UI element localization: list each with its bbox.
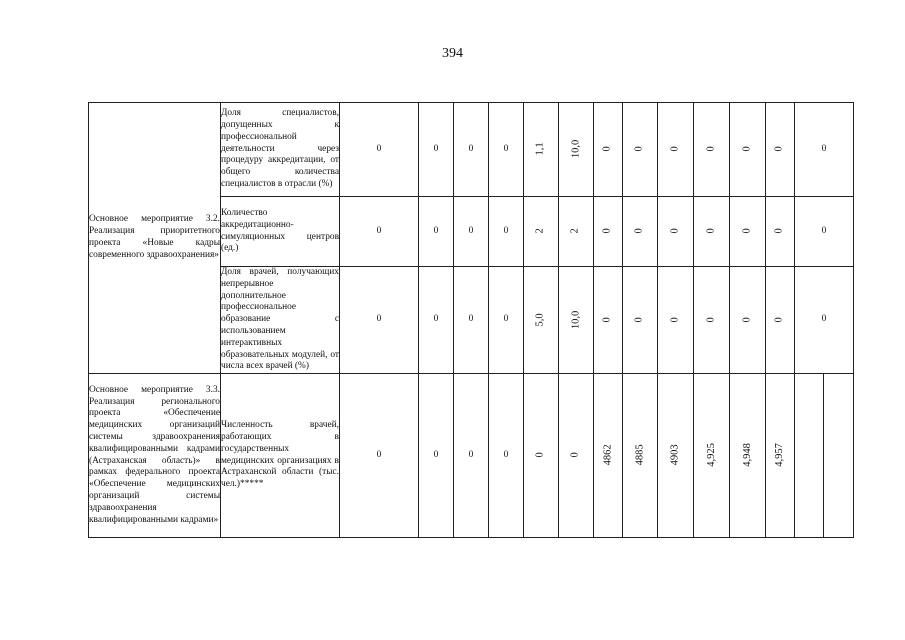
value-cell [795,374,824,538]
value-cell [795,197,854,267]
value-cell [594,197,623,267]
value-text: 0 [433,314,439,325]
value-text: 0 [503,449,509,460]
value-cell [340,103,419,197]
value-text: 0 [774,316,786,323]
value-text: 10,0 [570,139,582,159]
value-text: 0 [741,316,753,323]
value-cell [658,267,694,374]
value-cell [489,267,524,374]
value-text: 0 [705,228,717,234]
value-text: 4862 [602,444,614,466]
table-row [89,103,854,197]
value-cell [454,197,489,267]
value-text: 0 [774,228,786,234]
value-text: 1,1 [535,142,547,156]
value-cell [730,103,766,197]
value-text: 5,0 [535,313,547,327]
table-body [89,103,854,538]
value-text: 0 [433,225,439,236]
value-text: 4,957 [774,443,786,467]
value-cell [340,197,419,267]
value-text: 0 [741,228,753,234]
value-cell [658,103,694,197]
value-cell [730,267,766,374]
value-cell [559,103,594,197]
value-text: 0 [669,228,681,234]
value-text: 4,925 [705,443,717,467]
value-cell [766,267,795,374]
value-text: 0 [741,146,753,152]
value-cell [694,197,730,267]
value-cell [594,374,623,538]
value-text: 0 [503,225,509,236]
value-text: 0 [634,316,646,323]
value-cell [694,374,730,538]
value-text: 2 [570,228,582,234]
value-text: 0 [774,146,786,152]
value-cell [694,103,730,197]
value-text: 0 [376,314,382,325]
value-cell [766,374,795,538]
value-text: 0 [570,452,582,458]
value-cell [730,374,766,538]
value-text: 0 [376,225,382,236]
value-cell [524,267,559,374]
value-cell [623,374,658,538]
value-cell [340,267,419,374]
value-text: 10,0 [570,310,582,329]
value-text: 0 [821,143,827,154]
value-cell [623,103,658,197]
indicator-cell: Количество аккредитационно-симуляционных центров (ед.) [221,197,340,267]
value-text: 0 [821,225,827,236]
value-cell [419,267,454,374]
value-text: 2 [535,228,547,234]
value-text: 0 [669,146,681,152]
value-text: 0 [821,314,827,325]
value-text: 0 [602,316,614,323]
value-text: 0 [468,449,474,460]
value-cell [594,103,623,197]
value-cell [489,103,524,197]
value-text: 0 [376,143,382,154]
value-cell [419,374,454,538]
value-cell [419,103,454,197]
value-cell [524,103,559,197]
value-text: 4903 [669,444,681,466]
table-row [89,374,854,538]
value-text: 0 [705,146,717,152]
value-text: 0 [669,316,681,323]
value-text: 0 [433,143,439,154]
activity-cell: Основное мероприятие 3.2. Реализация приоритетного проекта «Новые кадры современного здравоохранения» [89,103,221,374]
value-text: 0 [433,449,439,460]
value-cell [559,197,594,267]
value-cell [489,197,524,267]
value-text: 4,948 [741,443,753,467]
value-cell [454,103,489,197]
value-text: 0 [634,228,646,234]
indicators-table [88,102,854,538]
value-text: 0 [602,228,614,234]
value-text: 4885 [634,444,646,466]
value-cell [594,267,623,374]
value-cell [340,374,419,538]
value-cell [658,374,694,538]
indicator-cell: Доля специалистов, допущенных к профессиональной деятельности через процедуру аккредитации, от общего количества специалистов в отрасли (%) [221,103,340,197]
activity-cell: Основное мероприятие 3.3. Реализация регионального проекта «Обеспечение медицинских организаций системы здравоохранения квалифицированными кадрами (Астраханская область)» в рамках федерального проекта «Обеспечение медицинских организаций системы здравоохранения квалифицированными кадрами» [89,374,221,538]
value-cell [489,374,524,538]
value-text: 0 [705,316,717,323]
value-text: 0 [634,146,646,152]
value-cell [419,197,454,267]
value-cell [559,374,594,538]
value-cell [795,267,854,374]
value-cell [658,197,694,267]
value-cell [524,374,559,538]
value-cell [454,374,489,538]
value-cell [623,197,658,267]
value-cell [766,197,795,267]
indicator-cell: Численность врачей, работающих в государственных медицинских организациях в Астраханской области (тыс. чел.)***** [221,374,340,538]
value-cell [824,374,854,538]
value-cell [730,197,766,267]
value-text: 0 [468,314,474,325]
value-text: 0 [468,225,474,236]
value-text: 0 [468,143,474,154]
value-cell [623,267,658,374]
value-cell [766,103,795,197]
value-text: 0 [503,314,509,325]
value-text: 0 [535,452,547,458]
value-cell [694,267,730,374]
indicator-cell: Доля врачей, получающих непрерывное дополнительное профессиональное образование с использованием интерактивных образовательных модулей, от числа всех врачей (%) [221,267,340,374]
value-text: 0 [602,146,614,152]
value-cell [454,267,489,374]
value-text: 0 [503,143,509,154]
value-text: 0 [376,449,382,460]
page-number: 394 [442,46,463,61]
value-cell [559,267,594,374]
value-cell [524,197,559,267]
value-cell [795,103,854,197]
